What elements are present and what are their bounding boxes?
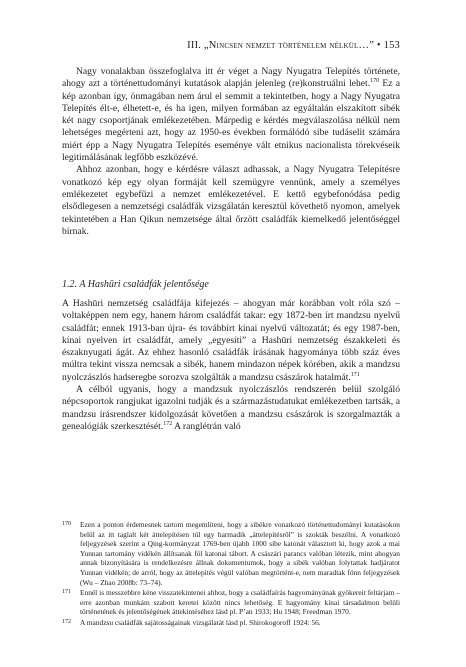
paragraph: A Hashūri nemzetség családfája kifejezés – ahogyan már korábban volt róla szó – voltaképpen nem egy, hanem három családfát takar: egy 1872-ben írt mandzsu nyelvű családfát; ennek 1913-ban újra- és továbbírt kínai nyelvű változatát; és egy 1987-ben, kínai nyelven írt családfát, amely „egyesíti” a Hashūri nemzetség északkeleti és északnyugati ágát. Az ehhez hasonló családfák írásának hagyománya több száz éves múltra tekint vissza nemcsak a sibék, hanem mindazon népek körében, akik a mandzsu nyolczászlós hadseregbe sorozva szolgálták a mandzsu császárok hatalmát.$^{171}$ — [62, 298, 400, 383]
footnotes — [62, 520, 400, 629]
header-bullet: • — [376, 40, 381, 51]
main-text-top — [62, 66, 400, 238]
footnote-text: Ezen a ponton érdemesnek tartom megemlíteni, hogy a sibékre vonatkozó történettudományi kutatásokon belül az itt taglalt két áttelepítésen túl egy harmadik „áttelepítésről” is szokták beszélni. A vonatkozó feljegyzések szerint a Qing-kormányzat 1769-ben újabb 1000 sibe katonát választott ki, hogy azok a mai Yunnan tartomány vidékén állítsanak föl katonai tábort. A császári parancs valóban létezik, mint ahogyan annak bizonyítására is rendelkezésre állnak dokumentumok, hogy a sibék valóban folytattak hadjáratot Yunnan vidékén; de arról, hogy az áttelepítés végül valóban megtörtént-e, nem maradtak fönn feljegyzések (Wu – Zhao 2008b: 73–74). — [80, 520, 400, 587]
chapter-title: III. „Nincsen nemzet történelem nélkül…” — [187, 40, 375, 51]
paragraph: Nagy vonalakban összefoglalva itt ér véget a Nagy Nyugatra Telepítés története, ahogy azt a történettudományi kutatások alapján jelenleg (re)konstruálni lehet.$^{170}$ Ez a kép azonban így, önmagában nem árul el semmit a tekintetben, hogy a Nagy Nyugatra Telepítés élt-e, élhetett-e, és ha igen, milyen formában az egyáltalán elszakított sibék két nagy csoportjának emlékezetében. Márpedig e kérdés megválaszolása nélkül nem lehetséges megérteni azt, hogy az 1950-es években formálódó sibe tudáselit számára miért épp a Nagy Nyugatra Telepítés eseménye vált etnikus nacionalista törekvéseik legitimálásának legfőbb eszközévé. — [62, 66, 400, 164]
footnote-ref[interactable]: 171 — [350, 371, 360, 378]
footnote-ref[interactable]: 170 — [370, 78, 380, 85]
footnote-number: 171 — [62, 589, 71, 596]
paragraph: A célból ugyanis, hogy a mandzsuk nyolczászlós rendszerén belül szolgáló népcsoportok rangjukat igazolni tudják és a származástudatukat emlékezetben tartsák, a mandzsu írásrendszer kidolgozását követően a mandzsu császárok is szorgalmazták a genealógiák szerkesztését.$^{172}$ A ranglétrán való — [62, 384, 400, 432]
page-number: 153 — [383, 40, 400, 51]
footnote-text: A mandzsu családfák sajátosságainak vizsgálatát lásd pl. Shirokogoroff 1924: 56. — [80, 617, 321, 627]
paragraph: Ahhoz azonban, hogy e kérdésre választ adhassak, a Nagy Nyugatra Telepítésre vonatkozó kép egy olyan formáját kell szemügyre vennünk, amely a személyes emlékezetet egybefűzi a nemzet emlékezetével. E kettő egybefonódása pedig elsődlegesen a nemzetségi családfák vizsgálatán keresztül követhető nyomon, amelyek tekintetében a Han Qikun nemzetsége által őrzött családfák kiemelkedő jelentőséggel bírnak. — [62, 164, 400, 237]
footnote — [62, 618, 400, 628]
footnote-number: 172 — [62, 618, 71, 625]
footnote-number: 170 — [62, 521, 71, 527]
footnote-text: Ennél is messzebbre kéne visszatekintenei ahhoz, hogy a családfaírás hagyományának gyökereit feltárjam – erre azonban munkám szabott keretei között nincs lehetőség. E hagyomány kínai társadalmon belüli történetének és jelentőségének áttekintéséhez lásd pl. P’an 1933; Hu 1948; Freedman 1970. — [80, 588, 400, 617]
footnote-ref[interactable]: 172 — [163, 420, 173, 427]
section-heading: 1.2. A Hashūri családfák jelentősége — [62, 279, 209, 290]
main-text-bottom — [62, 298, 400, 433]
footnote — [62, 520, 400, 587]
footnote — [62, 588, 400, 617]
running-header — [62, 40, 400, 51]
